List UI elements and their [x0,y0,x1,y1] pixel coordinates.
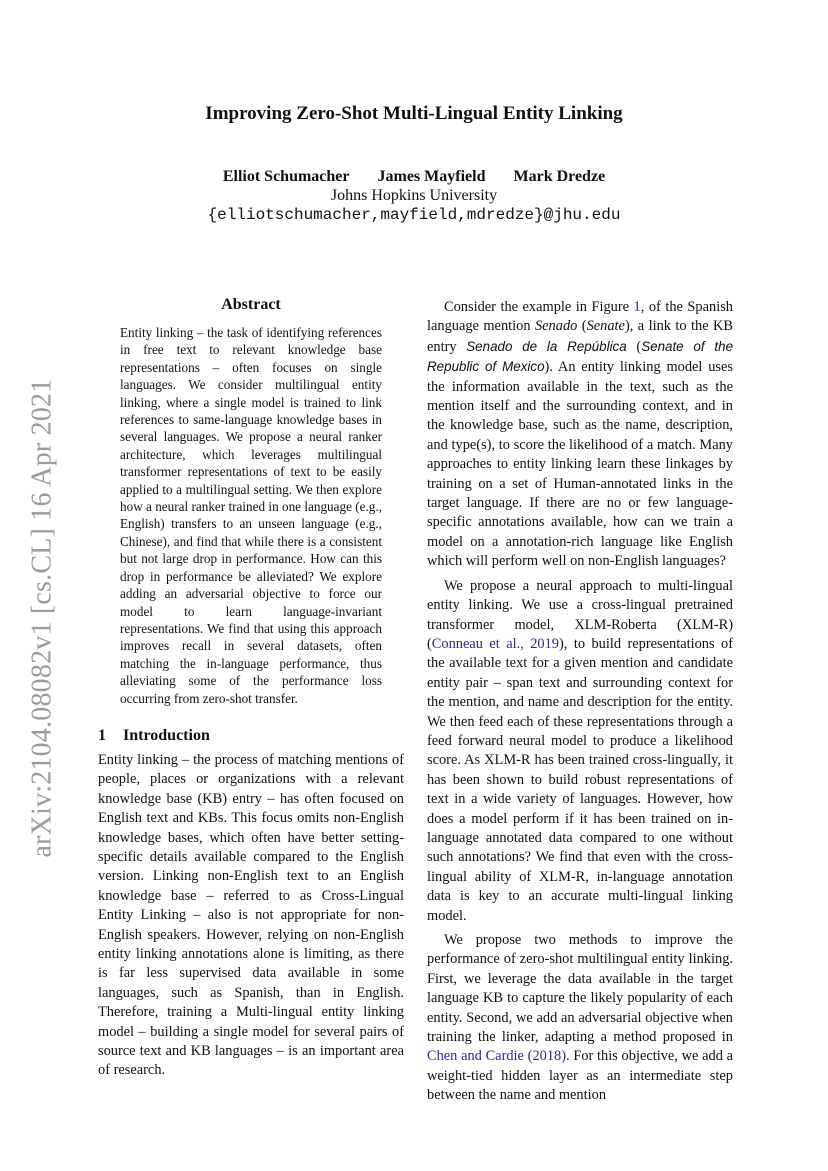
arxiv-identifier-stamp [14,355,70,880]
text-span: ( [626,338,642,355]
introduction-body [98,751,404,1081]
section-number: 1 [98,726,106,744]
author-emails: {elliotschumacher,mayfield,mdredze}@jhu.edu [207,206,621,224]
paragraph-methods [427,931,733,1106]
author-list [0,168,828,186]
affiliation: Johns Hopkins University [330,187,498,204]
text-span: ). An entity linking model uses the information available in the text, such as the mention itself and the surrounding context, and in the knowledge base, such as the name, description, and type(s), to score the likelihood of a match. Many approaches to entity linking learn these linkages by training on a set of Human-annotated links in the target language. If there are no or few language-specific annotations available, how can we train a model on a annotation-rich language like English which will perform well on non-English languages? [427,359,733,570]
text-span: , of the Spanish language mention [427,299,733,335]
text-span: Consider the example in Figure [444,299,634,315]
kb-entry-translation: Senate of the Republic of Mexico [427,338,734,375]
abstract-text: Entity linking – the task of identifying references in free text to relevant knowledge base representations – often focuses on single languages. We consider multilingual entity linking, where a single model is trained to link references to same-language knowledge bases in several languages. We propose a neural ranker architecture, which leverages multilingual transformer representations of text to be easily applied to a multilingual setting. We then explore how a neural ranker trained in one language (e.g., English) transfers to an unseen language (e.g., Chinese), and find that while there is a consistent but not large drop in performance. How can this drop in performance be alleviated? We explore adding an adversarial objective to force our model to learn language-invariant representations. We find that using this approach improves recall in several datasets, often matching the in-language performance, thus alleviating some of the performance loss occurring from zero-shot transfer. [120,325,382,706]
text-span: . For this objective, we add a weight-tied hidden layer as an intermediate step between the name and mention [427,1048,733,1104]
citation-link[interactable]: Conneau et al., 2019 [431,635,559,652]
paper-title: Improving Zero-Shot Multi-Lingual Entity Linking [205,103,623,124]
text-span: We propose a neural approach to multi-lingual entity linking. We use a cross-lingual pretrained transformer model, XLM-Roberta (XLM-R) ( [427,577,733,652]
text-span: ( [577,318,587,335]
text-span: ), to build representations of the available text for a given mention and candidate entity pair – span text and surrounding context for the mention, and name and description for the entity. We then feed each of these representations through a feed forward neural model to produce a likelihood score. As XLM-R has been trained cross-lingually, it has been shown to build robust representations of text in a wide variety of languages. However, how does a model perform if it has been trained on in-language annotated data compared to one without such annotations? We find that even with the cross-lingual ability of XLM-R, in-language annotation data is key to an accurate multi-lingual linking model. [427,635,733,924]
paragraph-example [427,298,733,572]
right-column [427,298,733,1106]
arxiv-stamp-text: arXiv:2104.08082v1 [cs.CL] 16 Apr 2021 [26,378,58,857]
author-name: Elliot Schumacher [222,168,350,185]
left-column [98,296,404,1081]
section-heading-introduction [98,727,404,745]
author-name: James Mayfield [377,168,486,185]
figure-reference-link[interactable]: 1 [633,299,641,315]
mention-term: Senado [534,318,578,335]
section-title: Introduction [123,726,210,744]
author-name: Mark Dredze [513,168,606,185]
citation-link[interactable]: Chen and Cardie (2018) [427,1048,567,1065]
mention-translation: Senate [586,318,625,335]
abstract-heading: Abstract [221,296,281,313]
kb-entry-name: Senado de la República [466,338,627,354]
paragraph-approach [427,577,733,926]
text-span: ), a link to the KB entry [427,318,734,355]
intro-paragraph: Entity linking – the process of matching mentions of people, places or organizations with a relevant knowledge base (KB) entry – has often focused on English text and KBs. This focus omits non-English knowledge bases, which often have better setting-specific details available compared to the English version. Linking non-English text to an English knowledge base – referred to as Cross-Lingual Entity Linking – also is not appropriate for non-English speakers. However, relying on non-English entity linking annotations alone is limiting, as there is far less supervised data available in some languages, such as Spanish, than in English. Therefore, training a Multi-lingual entity linking model – building a single model for several pairs of source text and KB languages – is an important area of research. [98,751,404,1079]
abstract-body [120,324,382,707]
text-span: We propose two methods to improve the performance of zero-shot multilingual entity linking. First, we leverage the data available in the target language KB to capture the likely popularity of each entity. Second, we add an adversarial objective when training the linker, adapting a method proposed in [427,932,733,1046]
